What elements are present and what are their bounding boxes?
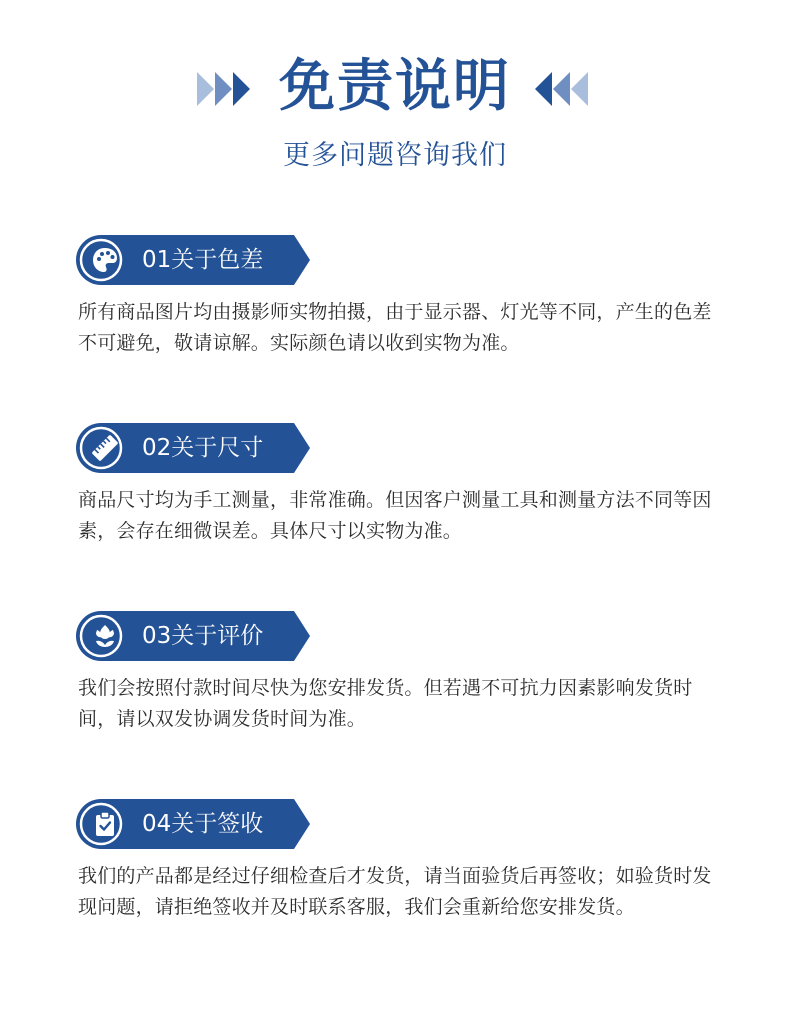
section-color-difference [0,235,790,385]
page-subtitle: 更多问题咨询我们 [283,140,507,171]
section-title: 02关于尺寸 [142,435,264,461]
section-signing [0,799,790,949]
section-title: 04关于签收 [142,811,264,837]
section-text: 我们会按照付款时间尽快为您安排发货。但若遇不可抗力因素影响发货时间，请以双发协调发货时间为准。 [78,677,693,730]
section-text: 所有商品图片均由摄影师实物拍摄，由于显示器、灯光等不同，产生的色差不可避免，敬请谅解。实际颜色请以收到实物为准。 [78,301,712,354]
triple-arrow-left-icon [535,72,593,106]
section-size [0,423,790,573]
ruler-icon [88,431,122,465]
section-review [0,611,790,761]
section-title: 01关于色差 [142,247,264,273]
palette-icon [88,243,122,277]
flower-icon [88,619,122,653]
section-badge [76,799,312,849]
section-text: 我们的产品都是经过仔细检查后才发货，请当面验货后再签收；如验货时发现问题，请拒绝签收并及时联系客服，我们会重新给您安排发货。 [78,865,712,918]
page-title: 免责说明 [279,54,511,119]
section-badge [76,611,312,661]
header [0,52,790,122]
clipboard-check-icon [88,807,122,841]
section-badge [76,423,312,473]
section-badge [76,235,312,285]
section-title: 03关于评价 [142,623,264,649]
section-text: 商品尺寸均为手工测量，非常准确。但因客户测量工具和测量方法不同等因素，会存在细微误差。具体尺寸以实物为准。 [78,489,712,542]
